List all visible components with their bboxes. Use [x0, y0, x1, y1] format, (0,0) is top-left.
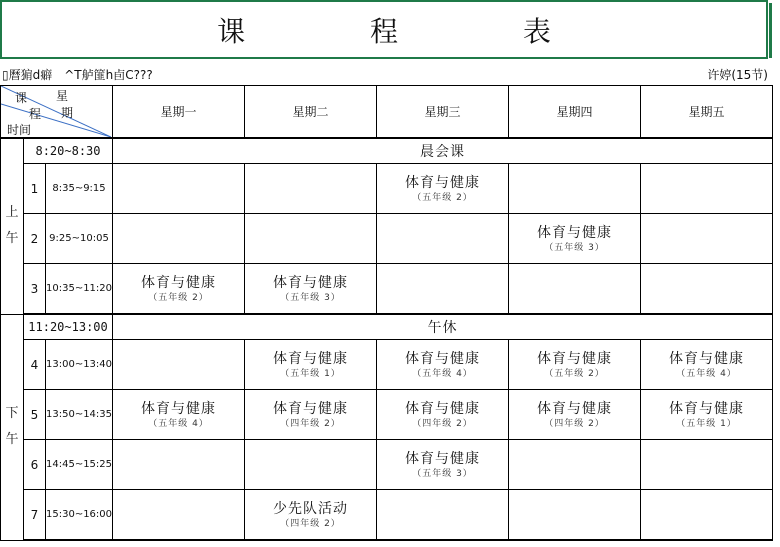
schedule-cell [113, 490, 245, 541]
course-name: 体育与健康 [141, 400, 217, 417]
course-name: 体育与健康 [273, 274, 349, 291]
schedule-cell [377, 390, 509, 440]
course-name: 体育与健康 [537, 224, 613, 241]
schedule-cell [113, 390, 245, 440]
schedule-cell [245, 390, 377, 440]
period-time: 15:30~16:00 [46, 490, 113, 541]
schedule-cell [377, 490, 509, 541]
corner-label-time: 时间 [7, 123, 32, 137]
course-grade: （五年级 4） [676, 368, 737, 379]
schedule-cell [245, 264, 377, 315]
schedule-cell [113, 340, 245, 390]
schedule-cell [509, 214, 641, 264]
day-header: 星期四 [509, 86, 641, 139]
morning-band-time: 8:20~8:30 [24, 138, 113, 164]
period-row [1, 490, 773, 541]
schedule-cell [245, 490, 377, 541]
course-grade: （五年级 2） [544, 368, 605, 379]
course-name: 体育与健康 [537, 400, 613, 417]
course-grade: （五年级 1） [280, 368, 341, 379]
period-time: 13:00~13:40 [46, 340, 113, 390]
period-row [1, 214, 773, 264]
teacher-info: 许婷(15节) [707, 68, 768, 82]
timetable [0, 85, 773, 541]
schedule-cell [641, 264, 773, 315]
schedule-cell [509, 390, 641, 440]
am-cell [1, 138, 24, 314]
period-number: 5 [24, 390, 46, 440]
schedule-cell [245, 340, 377, 390]
schedule-cell [509, 340, 641, 390]
schedule-cell [245, 214, 377, 264]
course-name: 体育与健康 [405, 450, 481, 467]
schedule-cell [113, 440, 245, 490]
noon-band-time: 11:20~13:00 [24, 314, 113, 340]
corner-label-week-1: 星 [56, 89, 69, 103]
course-name: 体育与健康 [273, 350, 349, 367]
schedule-cell [245, 164, 377, 214]
schedule-cell [641, 340, 773, 390]
noon-band-label: 午休 [113, 314, 773, 340]
course-name: 少先队活动 [273, 500, 349, 517]
course-grade: （四年级 2） [544, 418, 605, 429]
course-name: 体育与健康 [669, 350, 745, 367]
schedule-cell [509, 164, 641, 214]
schedule-cell [641, 214, 773, 264]
schedule-cell [113, 164, 245, 214]
schedule-cell [641, 440, 773, 490]
period-time: 14:45~15:25 [46, 440, 113, 490]
course-grade: （五年级 4） [148, 418, 209, 429]
day-header: 星期一 [113, 86, 245, 139]
schedule-cell [113, 214, 245, 264]
schedule-cell [509, 440, 641, 490]
course-name: 体育与健康 [669, 400, 745, 417]
course-name: 体育与健康 [405, 174, 481, 191]
period-number: 7 [24, 490, 46, 541]
day-header: 星期二 [245, 86, 377, 139]
period-time: 9:25~10:05 [46, 214, 113, 264]
course-grade: （五年级 2） [412, 192, 473, 203]
noon-band-row [1, 314, 773, 340]
period-time: 8:35~9:15 [46, 164, 113, 214]
course-grade: （五年级 2） [148, 292, 209, 303]
course-name: 体育与健康 [273, 400, 349, 417]
course-grade: （四年级 2） [412, 418, 473, 429]
course-grade: （五年级 3） [280, 292, 341, 303]
course-grade: （五年级 3） [544, 242, 605, 253]
course-name: 体育与健康 [141, 274, 217, 291]
period-time: 13:50~14:35 [46, 390, 113, 440]
column-marker [769, 3, 772, 58]
corner-label-course-1: 课 [15, 91, 28, 105]
day-header: 星期五 [641, 86, 773, 139]
schedule-cell [641, 490, 773, 541]
period-number: 3 [24, 264, 46, 315]
am-text: 上 午 [5, 205, 19, 247]
period-row [1, 390, 773, 440]
schedule-cell [509, 264, 641, 315]
period-row [1, 440, 773, 490]
period-number: 1 [24, 164, 46, 214]
course-grade: （四年级 2） [280, 518, 341, 529]
page-title: 课 程 表 [217, 14, 609, 48]
schedule-cell [377, 214, 509, 264]
day-header: 星期三 [377, 86, 509, 139]
schedule-cell [377, 164, 509, 214]
morning-band-label: 晨会课 [113, 138, 773, 164]
course-name: 体育与健康 [537, 350, 613, 367]
course-name: 体育与健康 [405, 400, 481, 417]
morning-band-row [1, 138, 773, 164]
schedule-cell [245, 440, 377, 490]
period-row [1, 164, 773, 214]
course-grade: （五年级 1） [676, 418, 737, 429]
schedule-cell [377, 440, 509, 490]
schedule-cell [641, 390, 773, 440]
header-row [1, 86, 773, 139]
course-grade: （四年级 2） [280, 418, 341, 429]
course-grade: （五年级 3） [412, 468, 473, 479]
schedule-cell [377, 340, 509, 390]
corner-label-course-2: 程 [29, 107, 42, 121]
period-number: 2 [24, 214, 46, 264]
period-row [1, 340, 773, 390]
pm-text: 下 午 [5, 406, 19, 447]
pm-cell [1, 314, 24, 540]
schedule-cell [377, 264, 509, 315]
course-grade: （五年级 4） [412, 368, 473, 379]
schedule-cell [641, 164, 773, 214]
period-number: 6 [24, 440, 46, 490]
corner-cell [1, 86, 113, 139]
schedule-cell [509, 490, 641, 541]
corner-label-week-2: 期 [61, 106, 74, 120]
course-name: 体育与健康 [405, 350, 481, 367]
period-row [1, 264, 773, 315]
header-info-left: ▯曆猏d癖 ^T舻篚h卣C??? [2, 68, 153, 82]
schedule-cell [113, 264, 245, 315]
period-number: 4 [24, 340, 46, 390]
period-time: 10:35~11:20 [46, 264, 113, 315]
